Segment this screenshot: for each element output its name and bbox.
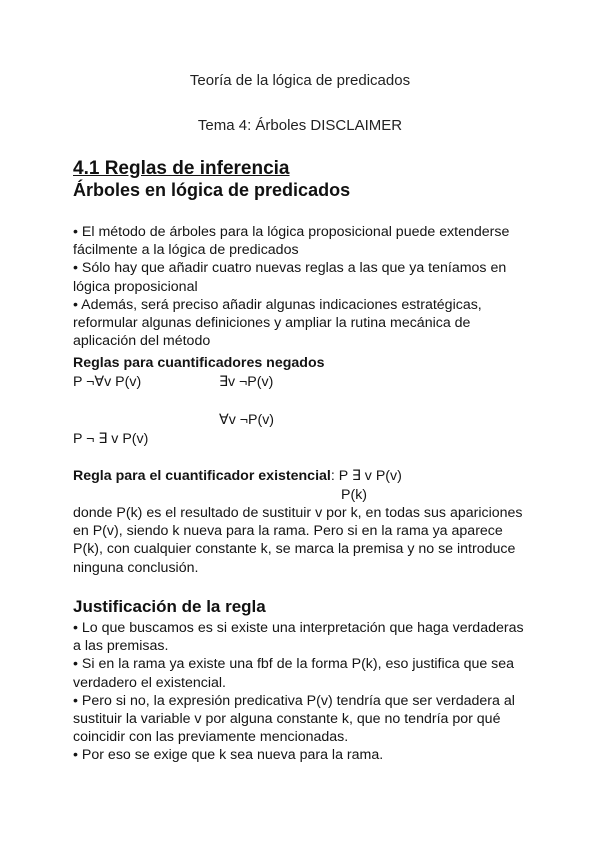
justification-line: • Si en la rama ya existe una fbf de la forma P(k), eso justifica que sea bbox=[73, 656, 515, 673]
existential-rule-line bbox=[73, 467, 402, 485]
justification-line: • Lo que buscamos es si existe una interpretación que haga verdaderas bbox=[73, 620, 524, 636]
justification-line: verdadero el existencial. bbox=[73, 674, 226, 691]
existential-rule-label: Regla para el cuantificador existencial bbox=[73, 468, 331, 484]
description-line: en P(v), siendo k nueva para la rama. Pero si en la rama ya aparece bbox=[73, 523, 503, 540]
justification-line: • Pero si no, la expresión predicativa P(v) tendría que ser verdadera al bbox=[73, 692, 515, 709]
justification-heading: Justificación de la regla bbox=[73, 597, 266, 616]
negated-rules-heading: Reglas para cuantificadores negados bbox=[73, 355, 325, 371]
intro-line: lógica proposicional bbox=[73, 278, 198, 295]
rule1-conclusion: ∃v ¬P(v) bbox=[219, 374, 274, 390]
section-subheading: Árboles en lógica de predicados bbox=[73, 180, 351, 200]
rule2-conclusion: ∀v ¬P(v) bbox=[219, 412, 275, 428]
intro-line: • Además, será preciso añadir algunas indicaciones estratégicas, bbox=[73, 296, 482, 313]
document-subtitle: Tema 4: Árboles DISCLAIMER bbox=[197, 117, 403, 134]
intro-line: fácilmente a la lógica de predicados bbox=[73, 242, 299, 259]
intro-line: reformular algunas definiciones y ampliar la rutina mecánica de bbox=[73, 315, 471, 332]
existential-rule-premise: : P ∃ v P(v) bbox=[330, 468, 402, 484]
section-heading: 4.1 Reglas de inferencia bbox=[73, 158, 290, 179]
description-line: P(k), con cualquier constante k, se marca la premisa y no se introduce bbox=[73, 541, 516, 558]
description-line: ninguna conclusión. bbox=[73, 559, 199, 576]
justification-line: coincidir con las previamente mencionadas. bbox=[73, 729, 349, 746]
intro-line: • Sólo hay que añadir cuatro nuevas reglas a las que ya teníamos en bbox=[73, 260, 507, 277]
intro-line: • El método de árboles para la lógica proposicional puede extenderse bbox=[73, 224, 510, 240]
rule1-premise: P ¬∀v P(v) bbox=[73, 374, 142, 390]
document-title: Teoría de la lógica de predicados bbox=[189, 72, 411, 89]
justification-line: a las premisas. bbox=[73, 638, 169, 655]
existential-rule-description bbox=[73, 504, 533, 577]
justification-line: sustituir la variable v por alguna constante k, que no tendría por qué bbox=[73, 711, 501, 728]
existential-rule-conclusion: P(k) bbox=[341, 487, 368, 503]
intro-line: aplicación del método bbox=[73, 333, 211, 350]
rule2-premise: P ¬ ∃ v P(v) bbox=[73, 431, 149, 447]
intro-paragraph bbox=[73, 223, 533, 350]
description-line: donde P(k) es el resultado de sustituir v por k, en todas sus apariciones bbox=[73, 505, 523, 521]
justification-paragraph bbox=[73, 619, 533, 765]
justification-line: • Por eso se exige que k sea nueva para la rama. bbox=[73, 747, 384, 764]
